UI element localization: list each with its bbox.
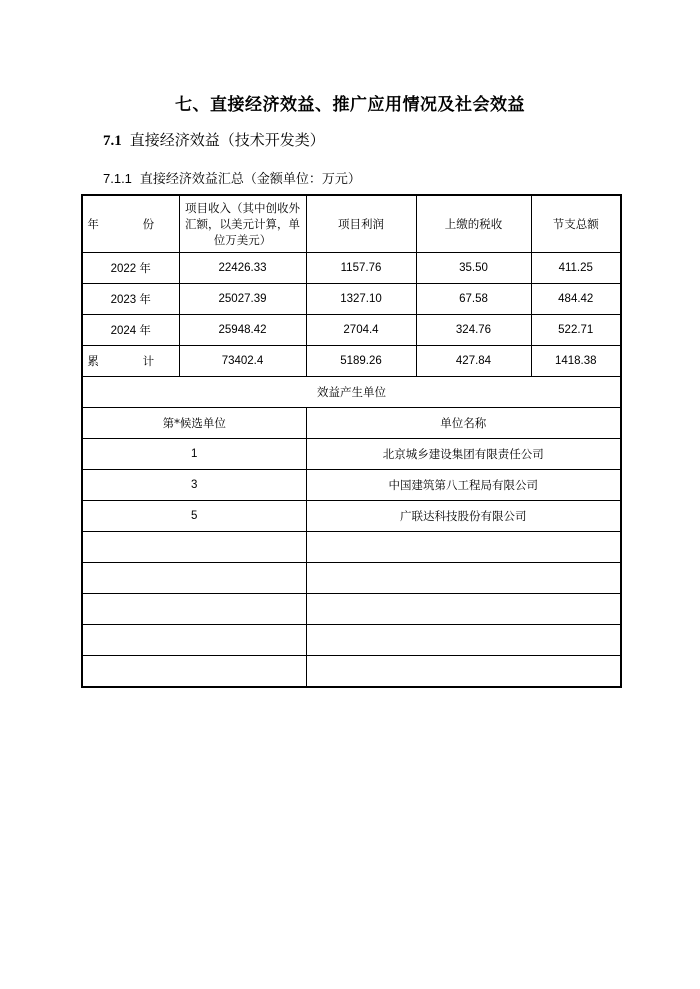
- row-savings: 411.25: [531, 253, 621, 284]
- table-header-row: [82, 195, 621, 253]
- unit-rank: 3: [82, 470, 306, 501]
- table-row-total: [82, 346, 621, 377]
- unit-rank: [82, 656, 306, 688]
- section-heading: [103, 129, 325, 150]
- unit-name: [306, 625, 621, 656]
- list-item: [82, 594, 621, 625]
- units-title: 效益产生单位: [82, 377, 621, 408]
- unit-rank: [82, 532, 306, 563]
- unit-rank: 1: [82, 439, 306, 470]
- table-row: [82, 315, 621, 346]
- row-tax: 324.76: [416, 315, 531, 346]
- unit-name: [306, 594, 621, 625]
- list-item: [82, 656, 621, 688]
- header-income: 项目收入（其中创收外汇额，以美元计算，单位万美元）: [179, 195, 306, 253]
- header-profit: 项目利润: [306, 195, 416, 253]
- row-year: 2022 年: [82, 253, 179, 284]
- section-number: 7.1: [103, 133, 122, 149]
- row-profit: 1327.10: [306, 284, 416, 315]
- row-profit: 5189.26: [306, 346, 416, 377]
- units-title-row: [82, 377, 621, 408]
- list-item: [82, 439, 621, 470]
- list-item: [82, 625, 621, 656]
- header-tax: 上缴的税收: [416, 195, 531, 253]
- row-income: 25027.39: [179, 284, 306, 315]
- unit-name: [306, 563, 621, 594]
- row-savings: 522.71: [531, 315, 621, 346]
- row-savings: 1418.38: [531, 346, 621, 377]
- row-profit: 2704.4: [306, 315, 416, 346]
- row-income: 25948.42: [179, 315, 306, 346]
- list-item: [82, 501, 621, 532]
- unit-name: 广联达科技股份有限公司: [306, 501, 621, 532]
- header-savings: 节支总额: [531, 195, 621, 253]
- list-item: [82, 563, 621, 594]
- economic-benefit-table: [81, 194, 622, 688]
- row-year: 累 计: [82, 346, 179, 377]
- unit-name: 中国建筑第八工程局有限公司: [306, 470, 621, 501]
- unit-rank: [82, 563, 306, 594]
- table-row: [82, 253, 621, 284]
- unit-rank: [82, 625, 306, 656]
- table-row: [82, 284, 621, 315]
- unit-rank: [82, 594, 306, 625]
- row-tax: 67.58: [416, 284, 531, 315]
- unit-name: [306, 656, 621, 688]
- row-income: 73402.4: [179, 346, 306, 377]
- row-profit: 1157.76: [306, 253, 416, 284]
- row-year: 2023 年: [82, 284, 179, 315]
- list-item: [82, 532, 621, 563]
- header-year: 年 份: [82, 195, 179, 253]
- row-income: 22426.33: [179, 253, 306, 284]
- header-rank: 第*候选单位: [82, 408, 306, 439]
- unit-rank: 5: [82, 501, 306, 532]
- row-year: 2024 年: [82, 315, 179, 346]
- section-title: 直接经济效益（技术开发类）: [129, 131, 325, 149]
- list-item: [82, 470, 621, 501]
- subsection-title: 直接经济效益汇总（金额单位：万元）: [139, 172, 361, 187]
- header-unit-name: 单位名称: [306, 408, 621, 439]
- subsection-number: 7.1.1: [103, 171, 132, 186]
- row-savings: 484.42: [531, 284, 621, 315]
- row-tax: 35.50: [416, 253, 531, 284]
- unit-name: [306, 532, 621, 563]
- page-heading: 七、直接经济效益、推广应用情况及社会效益: [175, 95, 525, 115]
- unit-name: 北京城乡建设集团有限责任公司: [306, 439, 621, 470]
- subsection-heading: [103, 168, 361, 187]
- row-tax: 427.84: [416, 346, 531, 377]
- units-header-row: [82, 408, 621, 439]
